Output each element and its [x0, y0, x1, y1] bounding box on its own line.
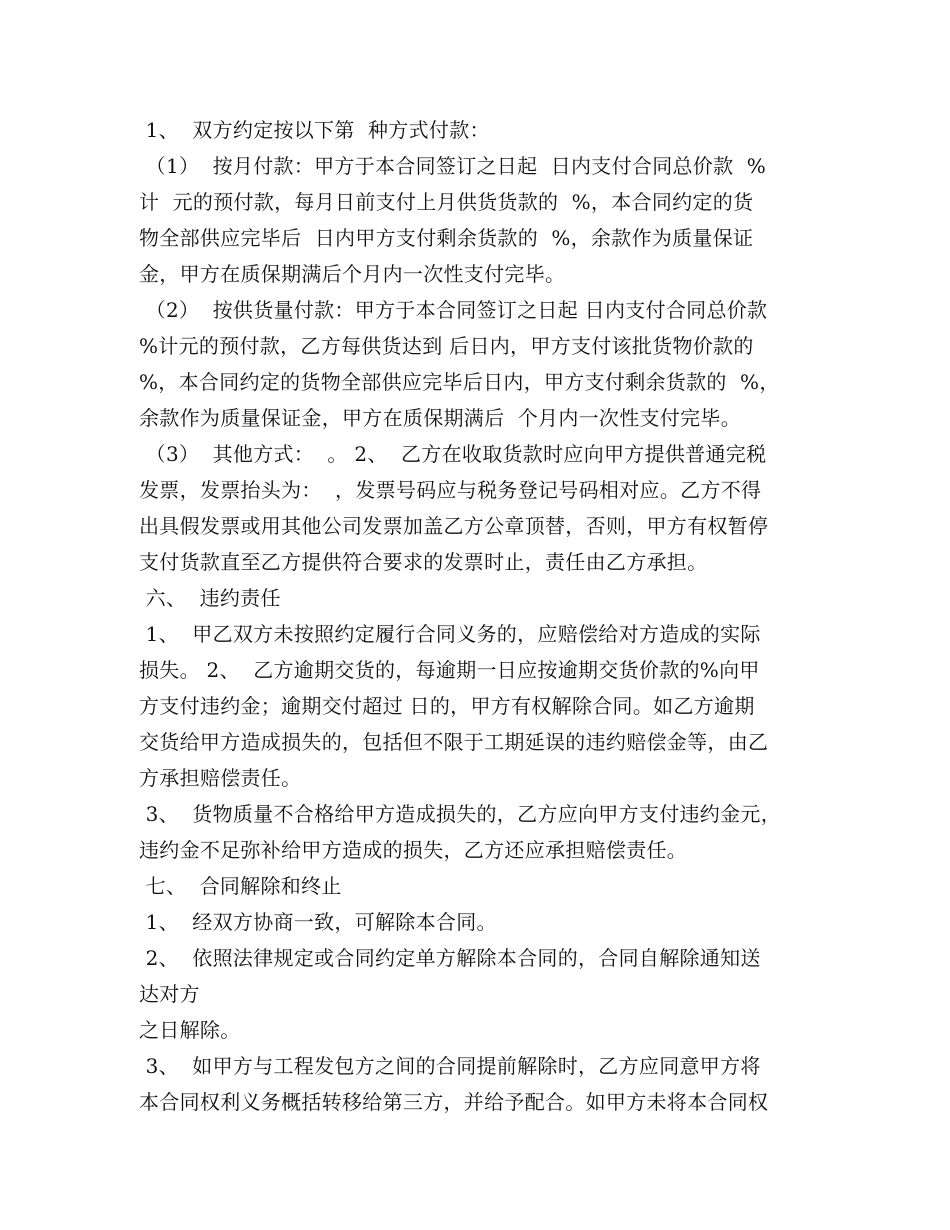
text-line: 交货给甲方造成损失的，包括但不限于工期延误的违约赔偿金等，由乙: [139, 730, 769, 754]
text-line: %计元的预付款，乙方每供货达到 后日内，甲方支付该批货物价款的: [139, 334, 754, 358]
text-line: （3） 其他方式： 。 2、 乙方在收取货款时应向甲方提供普通完税: [139, 442, 767, 466]
text-line: 支付货款直至乙方提供符合要求的发票时止，责任由乙方承担。: [139, 550, 708, 574]
text-line: %，本合同约定的货物全部供应完毕后日内，甲方支付剩余货款的 %，: [139, 370, 780, 394]
text-line: 余款作为质量保证金，甲方在质保期满后 个月内一次性支付完毕。: [139, 406, 742, 430]
text-line: 3、 货物质量不合格给甲方造成损失的，乙方应向甲方支付违约金元，: [139, 802, 781, 826]
text-line: 1、 双方约定按以下第 种方式付款：: [139, 118, 490, 142]
text-line: 3、 如甲方与工程发包方之间的合同提前解除时，乙方应同意甲方将: [139, 1054, 761, 1078]
text-line: 损失。 2、 乙方逾期交货的，每逾期一日应按逾期交货价款的%向甲: [139, 658, 760, 682]
text-line: 1、 经双方协商一致，可解除本合同。: [139, 910, 497, 934]
text-line: 方承担赔偿责任。: [139, 766, 302, 790]
text-line: 1、 甲乙双方未按照约定履行合同义务的，应赔偿给对方造成的实际: [139, 622, 761, 646]
section-heading: 六、 违约责任: [139, 586, 281, 610]
text-line: 物全部供应完毕后 日内甲方支付剩余货款的 %，余款作为质量保证: [139, 226, 754, 250]
text-line: 本合同权利义务概括转移给第三方，并给予配合。如甲方未将本合同权: [139, 1090, 769, 1114]
section-heading: 七、 合同解除和终止: [139, 874, 342, 898]
text-line: 发票，发票抬头为： ，发票号码应与税务登记号码相对应。乙方不得: [139, 478, 762, 502]
text-line: 违约金不足弥补给甲方造成的损失，乙方还应承担赔偿责任。: [139, 838, 688, 862]
text-line: 2、 依照法律规定或合同约定单方解除本合同的，合同自解除通知送: [139, 946, 761, 970]
text-line: 金，甲方在质保期满后个月内一次性支付完毕。: [139, 262, 566, 286]
text-line: 出具假发票或用其他公司发票加盖乙方公章顶替，否则，甲方有权暂停: [139, 514, 769, 538]
text-line: （1） 按月付款：甲方于本合同签订之日起 日内支付合同总价款 %: [139, 154, 767, 178]
text-line: 计 元的预付款，每月日前支付上月供货货款的 %，本合同约定的货: [139, 190, 754, 214]
text-line: 达对方: [139, 982, 200, 1006]
text-line: （2） 按供货量付款：甲方于本合同签订之日起 日内支付合同总价款: [139, 298, 768, 322]
text-line: 之日解除。: [139, 1018, 241, 1042]
text-line: 方支付违约金；逾期交付超过 日的，甲方有权解除合同。如乙方逾期: [139, 694, 755, 718]
